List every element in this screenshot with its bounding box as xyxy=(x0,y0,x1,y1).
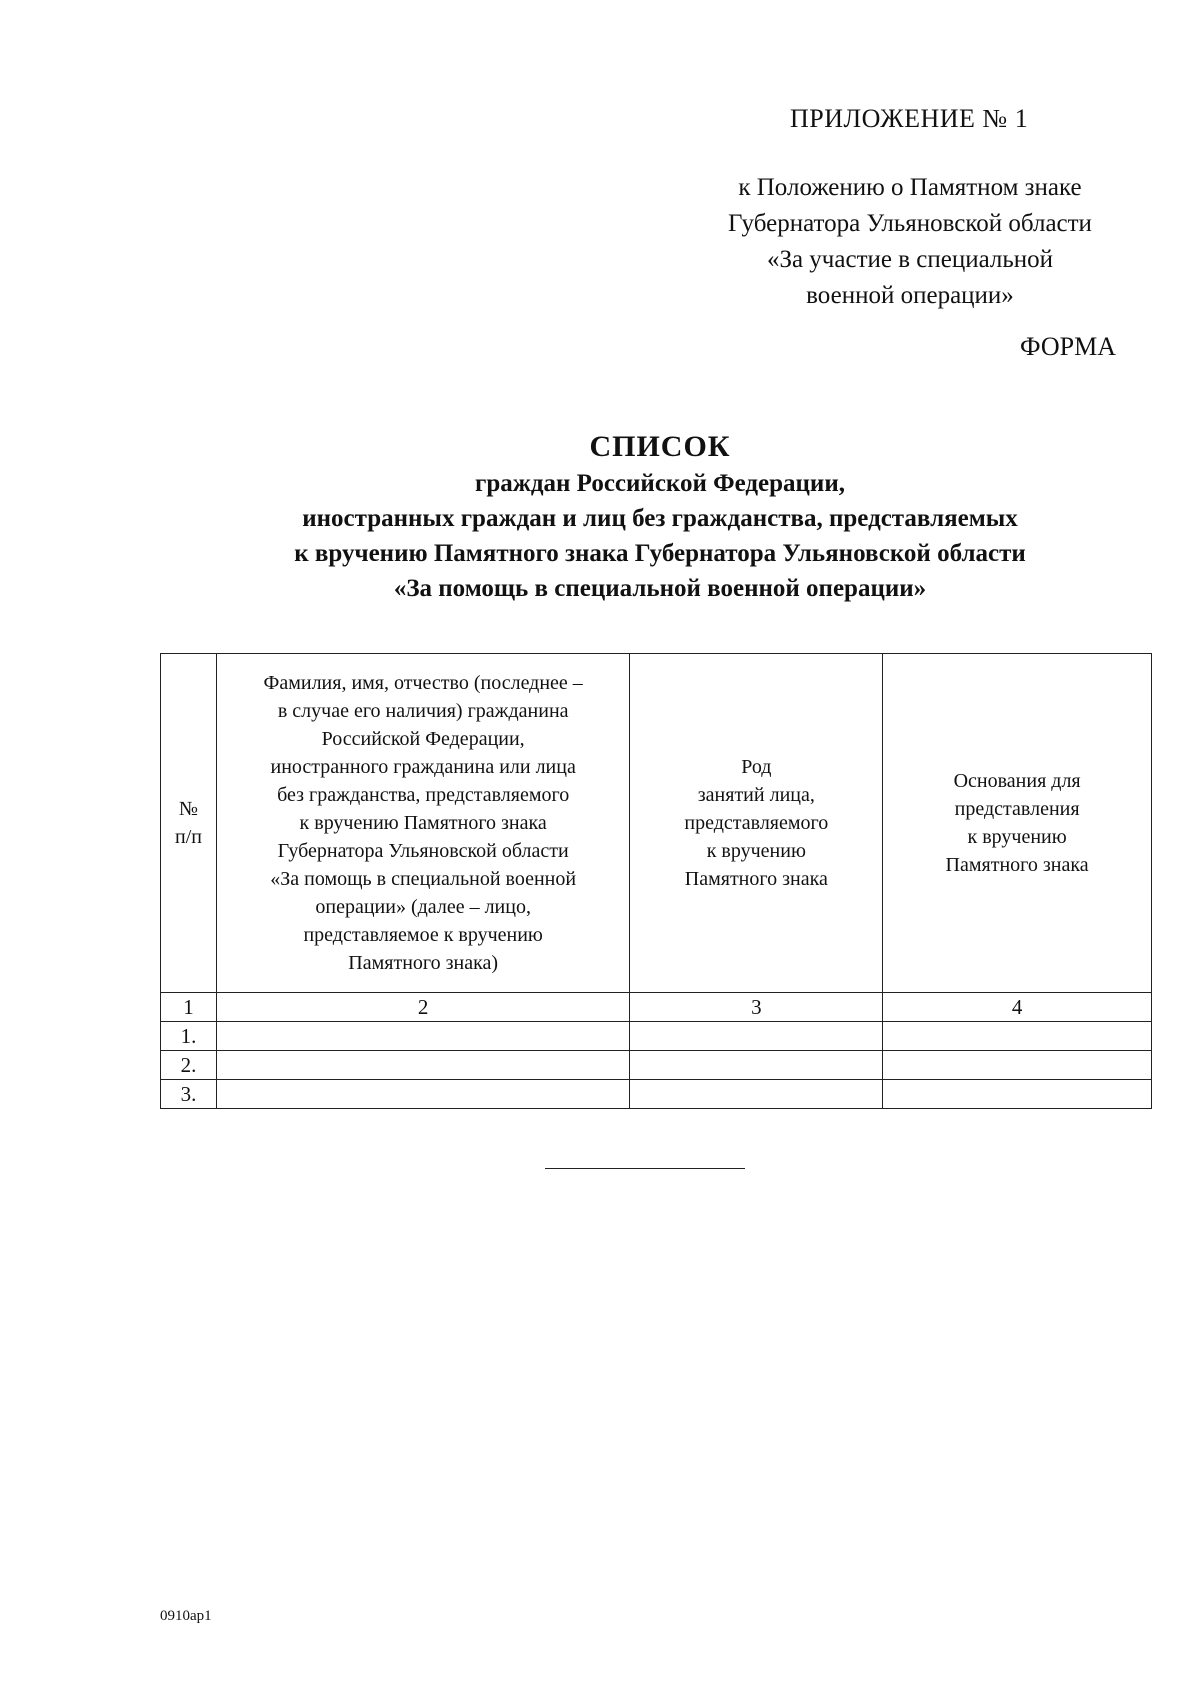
header-name-line: Российской Федерации, xyxy=(321,728,525,750)
list-subtitle-line: граждан Российской Федерации, xyxy=(474,470,845,497)
table-header-row xyxy=(161,654,1152,993)
header-basis xyxy=(883,654,1152,993)
list-title: СПИСОК xyxy=(589,430,731,463)
appendix-title: ПРИЛОЖЕНИЕ № 1 xyxy=(790,104,1029,133)
header-num-line: № xyxy=(178,798,199,820)
appendix-reference-line: Губернатора Ульяновской области xyxy=(728,210,1092,237)
table-row xyxy=(161,1080,1152,1109)
header-name-line: операции» (далее – лицо, xyxy=(315,896,531,918)
header-name-line: Памятного знака) xyxy=(348,952,499,974)
header-name-line: в случае его наличия) гражданина xyxy=(277,700,569,722)
header-name-line: без гражданства, представляемого xyxy=(277,784,570,806)
header-occupation-line: Род xyxy=(741,756,772,778)
table-row xyxy=(161,1022,1152,1051)
row-occupation-cell[interactable] xyxy=(630,1080,883,1109)
appendix-reference-line: «За участие в специальной xyxy=(766,246,1054,273)
list-subtitle-line: «За помощь в специальной военной операции» xyxy=(393,575,927,602)
row-occupation-cell[interactable] xyxy=(630,1051,883,1080)
column-index: 2 xyxy=(216,993,629,1022)
column-index-row xyxy=(161,993,1152,1022)
header-basis-line: Памятного знака xyxy=(945,854,1089,876)
row-number: 3. xyxy=(161,1080,217,1109)
list-subtitle-line: к вручению Памятного знака Губернатора Ульяновской области xyxy=(294,540,1026,567)
header-occupation-line: к вручению xyxy=(706,840,806,862)
appendix-reference-line: военной операции» xyxy=(806,282,1014,309)
header-occupation-line: занятий лица, xyxy=(697,784,815,806)
header-name-line: к вручению Памятного знака xyxy=(299,812,547,834)
column-index: 1 xyxy=(161,993,217,1022)
appendix-reference xyxy=(680,170,1140,314)
header-name-line: «За помощь в специальной военной xyxy=(270,868,577,890)
header-name-line: Губернатора Ульяновской области xyxy=(277,840,569,862)
row-basis-cell[interactable] xyxy=(883,1080,1152,1109)
row-name-cell[interactable] xyxy=(216,1051,629,1080)
table-row xyxy=(161,1051,1152,1080)
column-index: 3 xyxy=(630,993,883,1022)
column-index: 4 xyxy=(883,993,1152,1022)
row-basis-cell[interactable] xyxy=(883,1051,1152,1080)
award-list-table xyxy=(160,653,1152,1109)
row-name-cell[interactable] xyxy=(216,1080,629,1109)
closing-rule xyxy=(545,1168,745,1169)
row-number: 1. xyxy=(161,1022,217,1051)
document-code: 0910ap1 xyxy=(160,1608,212,1624)
row-basis-cell[interactable] xyxy=(883,1022,1152,1051)
header-basis-line: Основания для xyxy=(953,770,1081,792)
row-number: 2. xyxy=(161,1051,217,1080)
form-label: ФОРМА xyxy=(1020,332,1116,361)
header-name-line: представляемое к вручению xyxy=(303,924,543,946)
header-occupation xyxy=(630,654,883,993)
header-name-line: Фамилия, имя, отчество (последнее – xyxy=(263,672,583,694)
row-name-cell[interactable] xyxy=(216,1022,629,1051)
appendix-reference-line: к Положению о Памятном знаке xyxy=(738,174,1082,201)
header-name-line: иностранного гражданина или лица xyxy=(270,756,576,778)
header-num-line: п/п xyxy=(174,826,202,848)
header-basis-line: к вручению xyxy=(967,826,1067,848)
list-subtitle-line: иностранных граждан и лиц без гражданства, представляемых xyxy=(302,505,1018,532)
header-num xyxy=(161,654,217,993)
list-heading xyxy=(160,428,1160,606)
header-basis-line: представления xyxy=(954,798,1080,820)
row-occupation-cell[interactable] xyxy=(630,1022,883,1051)
header-occupation-line: Памятного знака xyxy=(684,868,828,890)
header-occupation-line: представляемого xyxy=(684,812,829,834)
header-name xyxy=(216,654,629,993)
